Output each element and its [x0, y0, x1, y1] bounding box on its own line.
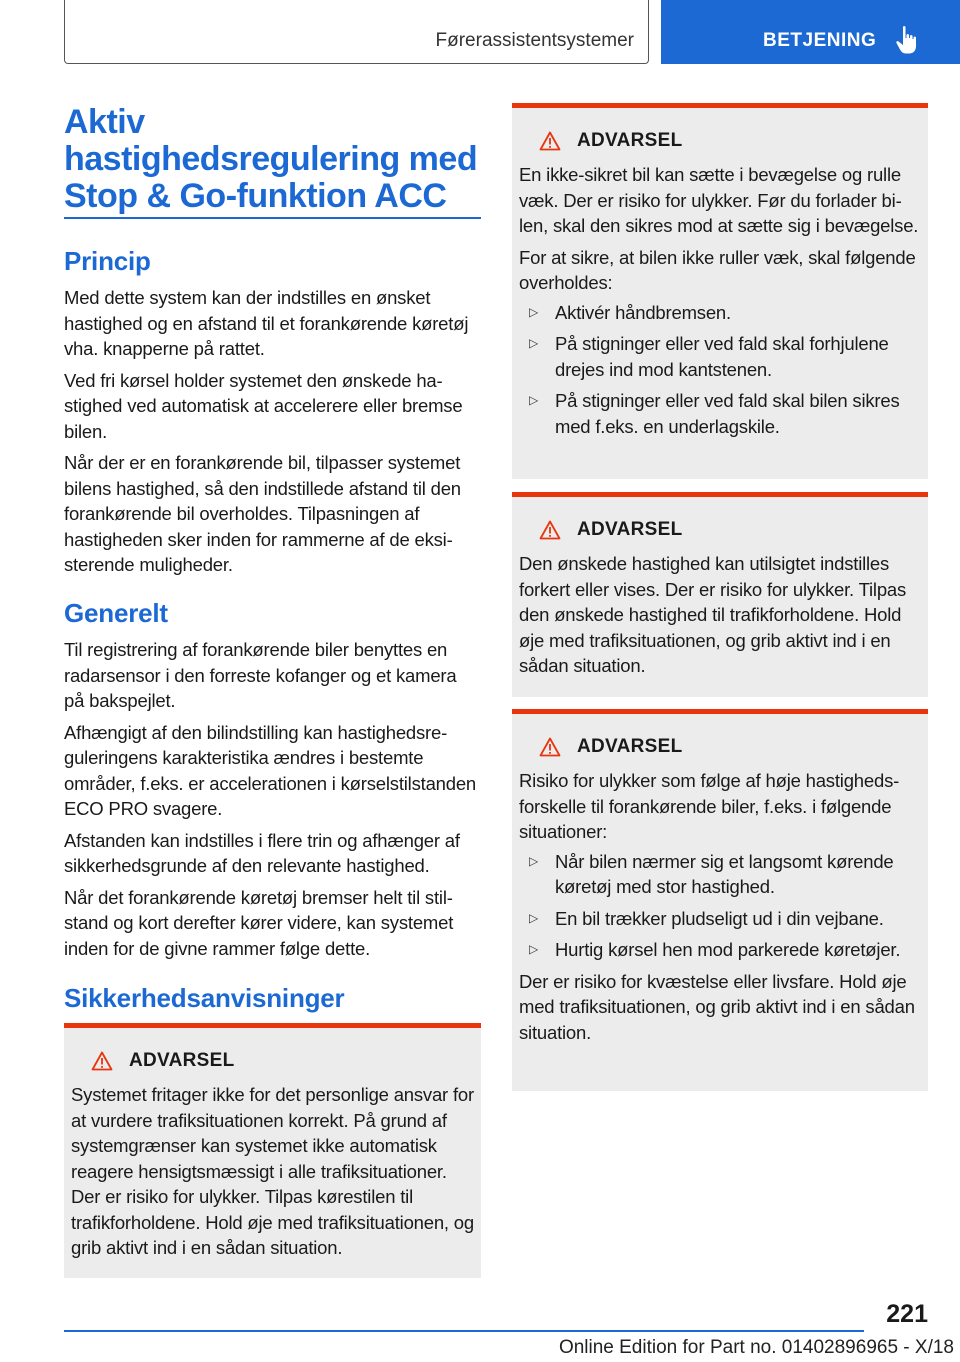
- warning-text: En ikke-sikret bil kan sætte i bevægelse og rulle væk. Der er risiko for ulykker. Før du forlader bilen, skal den sikres mod at sætte sig i bevægelse.: [519, 164, 919, 236]
- footer-edition: Online Edition for Part no. 01402896965 - X/18: [558, 1337, 954, 1358]
- warning-text: Den ønskede hastighed kan utilsigtet indstilles forkert eller vises. Der er risiko for ulykker. Tilpas den ønskede hastighed til trafikforholdene. Hold øje med trafiksituationen, og grib aktivt ind i en sådan situation.: [519, 553, 907, 676]
- warning-header: [539, 517, 922, 543]
- footer-divider: [64, 1330, 864, 1332]
- principle-section: [64, 246, 481, 578]
- list-item: ▷ Hurtig kørsel hen mod parkerede køretøjer.: [519, 937, 922, 963]
- warning-triangle-icon: [91, 1051, 113, 1071]
- warning-bullet-list: [519, 300, 922, 440]
- list-item: ▷ En bil trækker pludseligt ud i din vejbane.: [519, 906, 922, 932]
- warning-text: Risiko for ulykker som følge af høje hastighedsforskelle til forankørende biler, f.eks. i følgende situationer:: [519, 770, 900, 842]
- page-title: Aktiv hastighedsregulering med Stop & Go-funktion ACC: [64, 103, 478, 215]
- bullet-triangle-icon: ▷: [529, 910, 539, 925]
- general-paragraph: Til registrering af forankørende biler benyttes en radarsensor i den forreste kofanger og et kamera på bakspejlet.: [64, 639, 457, 711]
- warning-box: [512, 103, 928, 479]
- general-paragraph: Afstanden kan indstilles i flere trin og afhænger af sikkerhedsgrunde af den relevante hastighed.: [64, 829, 460, 876]
- warning-bullet-list: [519, 849, 922, 963]
- warning-triangle-icon: [539, 520, 561, 540]
- hand-pointer-icon: [894, 25, 920, 55]
- warning-text: Systemet fritager ikke for det personlige ansvar for at vurdere trafiksituationen korrekt. På grund af systemgrænser kan systemet ikke automatisk reagere hensigtsmæssigt i alle trafiksituationer. Der er risiko for ulykker. Tilpas kørestilen til trafikforholdene. Hold øje med trafiksituationen, og grib aktivt ind i en sådan situation.: [71, 1084, 474, 1258]
- principle-paragraph: Med dette system kan der indstilles en ønsket hastighed og en afstand til et forankørende køretøj vha. knapperne på rattet.: [64, 287, 469, 359]
- warning-label: ADVARSEL: [577, 130, 683, 151]
- header-section-title: Førerassistentsystemer: [435, 30, 634, 51]
- safety-heading: Sikkerhedsanvisninger: [64, 983, 345, 1013]
- principle-paragraph: Når der er en forankørende bil, tilpasser systemet bilens hastighed, så den indstillede afstand til den forankørende bil overholdes. Tilpasningen af hastigheden sker inden for rammerne af de eksisterende muligheder.: [64, 452, 461, 575]
- page-number: 221: [886, 1300, 928, 1328]
- header-section-tab: [64, 0, 649, 64]
- principle-paragraph: Ved fri kørsel holder systemet den ønskede hastighed ved automatisk at accelerere eller bremse bilen.: [64, 369, 463, 442]
- warning-box: [64, 1023, 481, 1278]
- title-divider: [64, 217, 481, 219]
- warning-box: [512, 492, 928, 697]
- general-paragraph: Når det forankørende køretøj bremser helt til stilstand og kort derefter kører videre, kan systemet inden for de givne rammer følge dette.: [64, 886, 454, 959]
- list-item: ▷ Aktivér håndbremsen.: [519, 300, 922, 326]
- principle-heading: Princip: [64, 246, 151, 276]
- bullet-triangle-icon: ▷: [529, 942, 539, 956]
- warning-label: ADVARSEL: [577, 736, 683, 757]
- warning-box: [512, 709, 928, 1091]
- bullet-triangle-icon: ▷: [529, 393, 539, 407]
- warning-triangle-icon: [539, 131, 561, 151]
- general-section: [64, 598, 481, 961]
- list-item: ▷ På stigninger eller ved fald skal forhjulene drejes ind mod kantstenen.: [529, 333, 889, 380]
- bullet-triangle-icon: ▷: [529, 853, 539, 868]
- warning-text: For at sikre, at bilen ikke ruller væk, skal følgende overholdes:: [519, 246, 916, 293]
- header-chapter-tab[interactable]: [661, 0, 960, 64]
- warning-label: ADVARSEL: [577, 519, 683, 540]
- list-item: ▷ Når bilen nærmer sig et langsomt kørende køretøj med stor hastighed.: [529, 850, 894, 897]
- general-paragraph: Afhængigt af den bilindstilling kan hastighedsreguleringens karakteristika ændres i bestemte områder, f.eks. er accelerationen i kørselstilstanden ECO PRO svagere.: [64, 721, 477, 819]
- bullet-triangle-icon: ▷: [529, 304, 539, 319]
- warning-header: [91, 1048, 475, 1074]
- bullet-triangle-icon: ▷: [529, 336, 539, 350]
- warning-triangle-icon: [539, 737, 561, 757]
- warning-header: [539, 734, 922, 760]
- warning-header: [539, 128, 922, 154]
- list-item: ▷ På stigninger eller ved fald skal bilen sikres med f.eks. en underlagskile.: [529, 390, 900, 437]
- general-heading: Generelt: [64, 598, 168, 628]
- header-chapter-title: BETJENING: [763, 30, 877, 51]
- warning-label: ADVARSEL: [129, 1050, 235, 1071]
- warning-text: Der er risiko for kvæstelse eller livsfare. Hold øje med trafiksituationen, og grib aktivt ind i en sådan situation.: [519, 970, 915, 1043]
